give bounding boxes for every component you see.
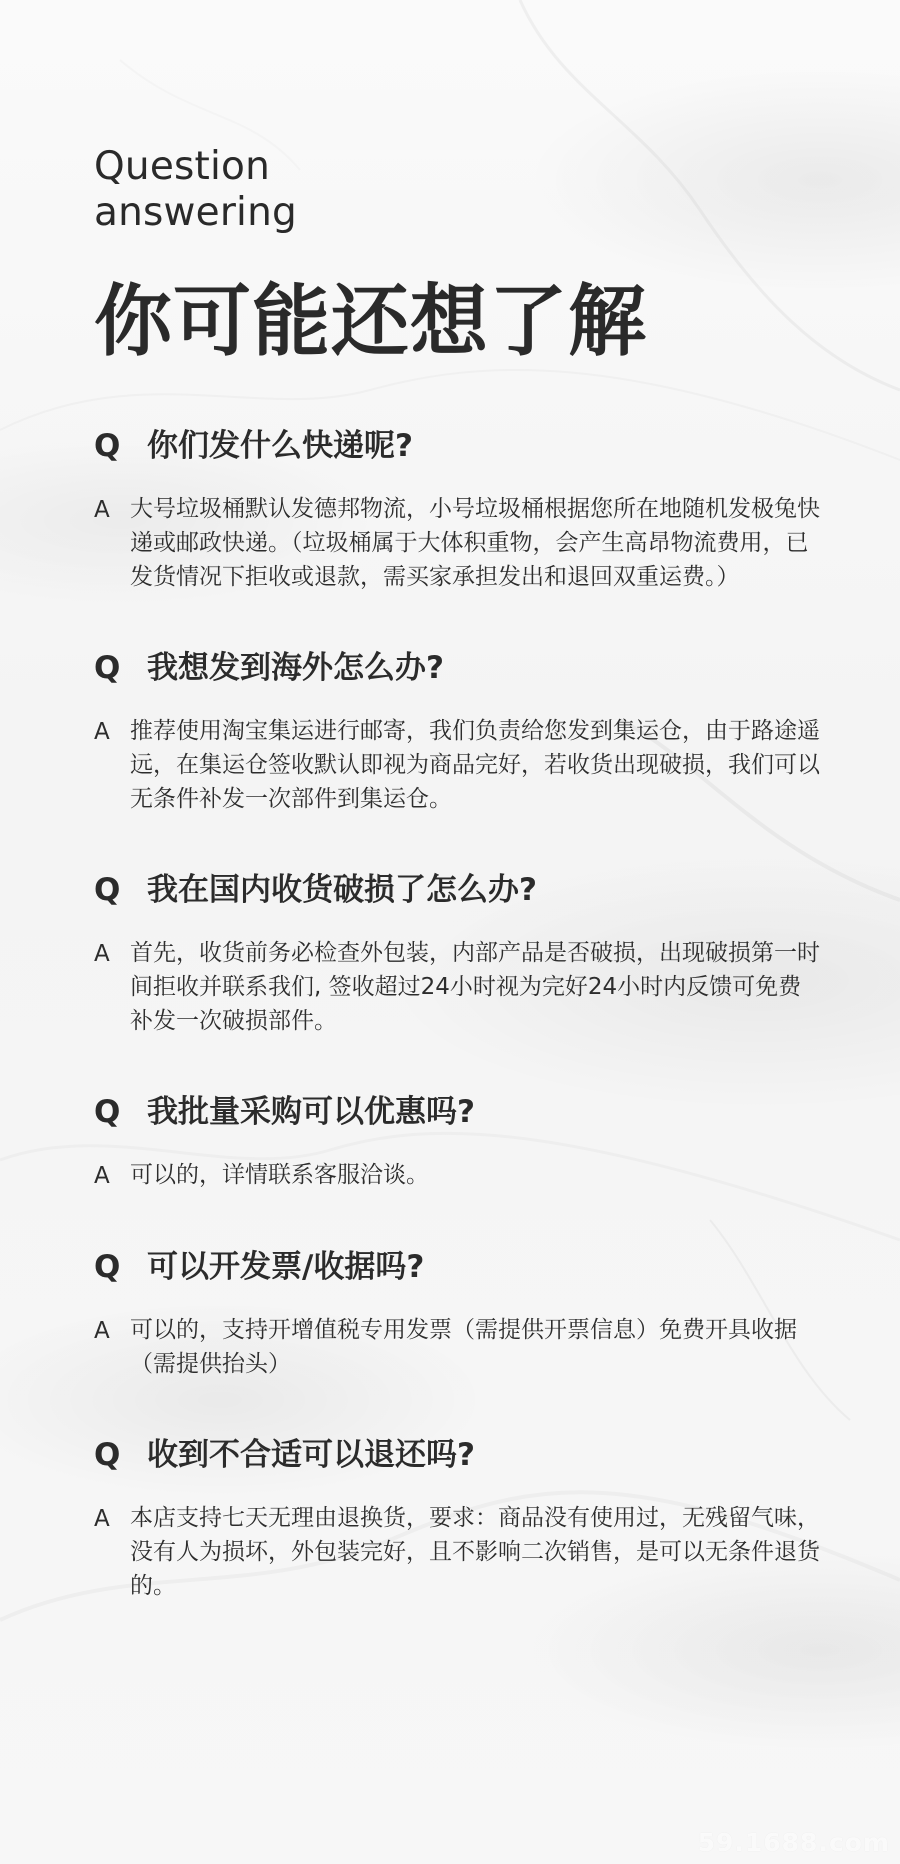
question-text-1: 你们发什么快递呢? <box>147 428 413 464</box>
answer-marker: A <box>94 1318 110 1344</box>
page-content <box>94 144 824 1657</box>
answer-text-4: 可以的，详情联系客服洽谈。 <box>130 1162 429 1188</box>
question-text-3: 我在国内收货破损了怎么办? <box>147 872 537 908</box>
question-marker: Q <box>94 872 121 908</box>
question-row-2 <box>94 648 824 688</box>
answer-marker: A <box>94 1506 110 1532</box>
question-text-6: 收到不合适可以退还吗? <box>147 1437 475 1473</box>
question-text-4: 我批量采购可以优惠吗? <box>147 1094 475 1130</box>
answer-row-2 <box>94 714 824 816</box>
faq-item-5 <box>94 1247 824 1381</box>
answer-marker: A <box>94 941 110 967</box>
chinese-title: 你可能还想了解 <box>94 277 648 367</box>
faq-item-3 <box>94 870 824 1038</box>
answer-row-3 <box>94 936 824 1038</box>
answer-text-6: 本店支持七天无理由退换货，要求：商品没有使用过，无残留气味，没有人为损坏，外包装完好，且不影响二次销售，是可以无条件退货的。 <box>130 1505 820 1599</box>
question-row-3 <box>94 870 824 910</box>
question-row-6 <box>94 1435 824 1475</box>
english-title-line-2: answering <box>94 190 297 235</box>
question-row-5 <box>94 1247 824 1287</box>
site-watermark: 59.1688.com <box>697 1828 890 1857</box>
question-row-4 <box>94 1092 824 1132</box>
question-marker: Q <box>94 1437 121 1473</box>
answer-marker: A <box>94 497 110 523</box>
question-text-2: 我想发到海外怎么办? <box>147 650 444 686</box>
question-row-1 <box>94 426 824 466</box>
faq-list <box>94 426 824 1603</box>
english-title-line-1: Question <box>94 144 271 189</box>
faq-item-4 <box>94 1092 824 1193</box>
question-text-5: 可以开发票/收据吗? <box>147 1249 425 1285</box>
answer-marker: A <box>94 1163 110 1189</box>
faq-item-6 <box>94 1435 824 1603</box>
answer-text-1: 大号垃圾桶默认发德邦物流，小号垃圾桶根据您所在地随机发极兔快递或邮政快递。（垃圾桶属于大体积重物，会产生高昂物流费用，已发货情况下拒收或退款，需买家承担发出和退回双重运费。） <box>130 496 820 590</box>
answer-row-1 <box>94 492 824 594</box>
answer-text-3: 首先，收货前务必检查外包装，内部产品是否破损，出现破损第一时间拒收并联系我们, 签收超过24小时视为完好24小时内反馈可免费补发一次破损部件。 <box>130 940 820 1034</box>
answer-marker: A <box>94 719 110 745</box>
answer-row-6 <box>94 1501 824 1603</box>
answer-row-5 <box>94 1313 824 1381</box>
question-marker: Q <box>94 428 121 464</box>
question-marker: Q <box>94 1094 121 1130</box>
answer-text-5: 可以的，支持开增值税专用发票（需提供开票信息）免费开具收据（需提供抬头） <box>130 1317 797 1377</box>
question-marker: Q <box>94 1249 121 1285</box>
answer-text-2: 推荐使用淘宝集运进行邮寄，我们负责给您发到集运仓，由于路途遥远，在集运仓签收默认即视为商品完好，若收货出现破损，我们可以无条件补发一次部件到集运仓。 <box>130 718 820 812</box>
faq-item-2 <box>94 648 824 816</box>
faq-item-1 <box>94 426 824 594</box>
english-title <box>94 144 824 236</box>
answer-row-4 <box>94 1158 824 1193</box>
question-marker: Q <box>94 650 121 686</box>
